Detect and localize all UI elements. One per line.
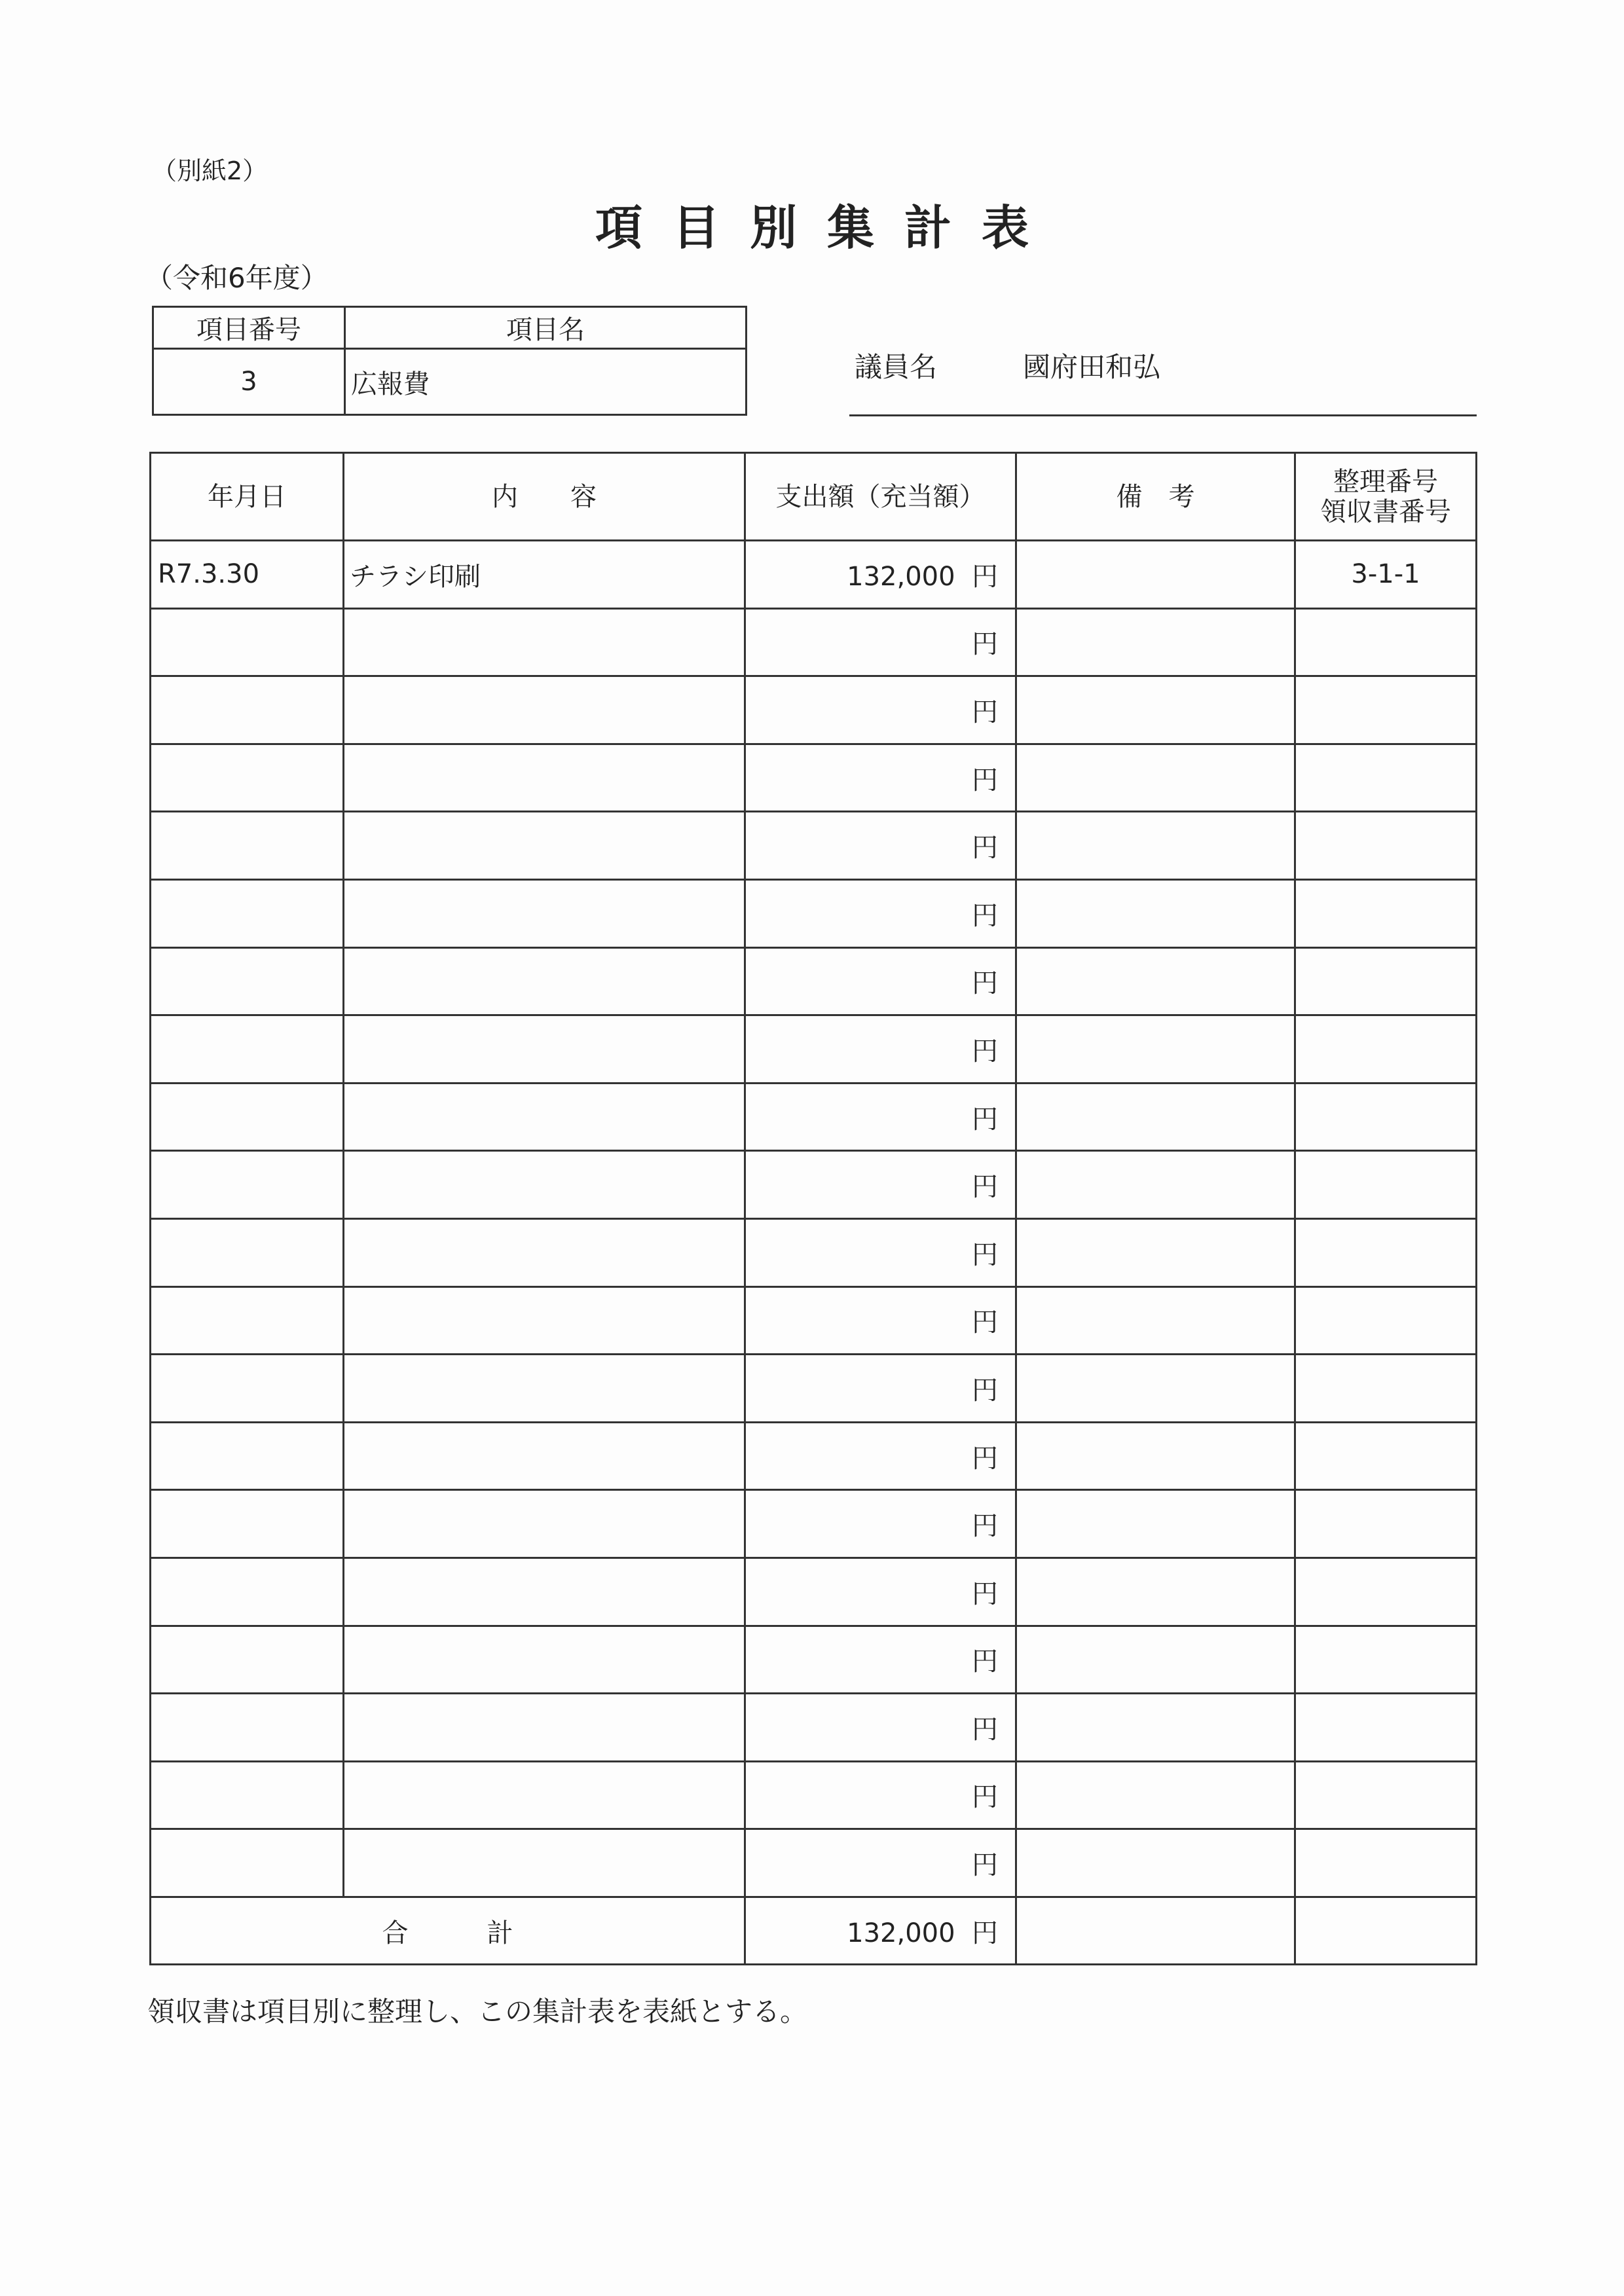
date-cell: R7.3.30 xyxy=(151,541,344,609)
currency-unit: 円 xyxy=(972,1850,998,1881)
amount-cell xyxy=(745,1694,1016,1762)
currency-unit: 円 xyxy=(972,1647,998,1677)
notes-cell xyxy=(1016,1694,1295,1762)
date-cell xyxy=(151,1218,344,1286)
notes-cell xyxy=(1016,1626,1295,1694)
total-notes-cell xyxy=(1016,1897,1295,1965)
content-cell: チラシ印刷 xyxy=(344,541,745,609)
date-cell xyxy=(151,1626,344,1694)
notes-cell xyxy=(1016,1286,1295,1355)
table-row xyxy=(151,1422,1477,1490)
amount-cell xyxy=(745,1355,1016,1423)
date-cell xyxy=(151,1286,344,1355)
amount-cell xyxy=(745,1218,1016,1286)
notes-cell xyxy=(1016,1083,1295,1151)
amount-cell xyxy=(745,1083,1016,1151)
total-amount-cell xyxy=(745,1897,1016,1965)
currency-unit: 円 xyxy=(972,1578,998,1609)
notes-cell xyxy=(1016,1761,1295,1829)
ref-cell xyxy=(1295,1083,1477,1151)
ref-cell xyxy=(1295,1218,1477,1286)
date-cell xyxy=(151,1694,344,1762)
ref-cell: 3-1-1 xyxy=(1295,541,1477,609)
amount-cell xyxy=(745,947,1016,1015)
notes-cell xyxy=(1016,947,1295,1015)
table-row xyxy=(151,1626,1477,1694)
date-cell xyxy=(151,1558,344,1626)
content-cell xyxy=(344,1626,745,1694)
amount-cell xyxy=(745,812,1016,880)
ref-cell xyxy=(1295,879,1477,947)
page-title: 項目別集計表 xyxy=(595,200,1059,255)
ref-cell xyxy=(1295,812,1477,880)
annex-label: （別紙2） xyxy=(152,156,268,185)
ref-cell xyxy=(1295,1829,1477,1897)
notes-cell xyxy=(1016,879,1295,947)
total-amount: 132,000 xyxy=(847,1918,955,1948)
amount-cell xyxy=(745,1286,1016,1355)
table-header-row xyxy=(151,453,1477,541)
item-name-header: 項目名 xyxy=(345,307,747,349)
currency-unit: 円 xyxy=(972,1782,998,1813)
currency-unit: 円 xyxy=(972,1443,998,1474)
notes-cell xyxy=(1016,608,1295,676)
date-cell xyxy=(151,947,344,1015)
amount-cell xyxy=(745,1761,1016,1829)
amount-cell xyxy=(745,676,1016,744)
content-cell xyxy=(344,676,745,744)
notes-cell xyxy=(1016,541,1295,609)
notes-cell xyxy=(1016,1151,1295,1219)
amount-cell xyxy=(745,879,1016,947)
ref-cell xyxy=(1295,947,1477,1015)
ref-cell xyxy=(1295,1355,1477,1423)
content-cell xyxy=(344,1558,745,1626)
item-value-row xyxy=(153,349,747,415)
currency-unit: 円 xyxy=(972,1375,998,1406)
currency-unit: 円 xyxy=(972,1307,998,1338)
content-cell xyxy=(344,1422,745,1490)
content-cell xyxy=(344,812,745,880)
currency-unit: 円 xyxy=(972,1918,998,1948)
table-row xyxy=(151,1083,1477,1151)
notes-cell xyxy=(1016,676,1295,744)
content-cell xyxy=(344,1490,745,1558)
ref-cell xyxy=(1295,744,1477,812)
notes-cell xyxy=(1016,1422,1295,1490)
table-row xyxy=(151,608,1477,676)
amount-cell xyxy=(745,1015,1016,1084)
table-row xyxy=(151,1286,1477,1355)
date-cell xyxy=(151,1355,344,1423)
ref-cell xyxy=(1295,1151,1477,1219)
ref-cell xyxy=(1295,1761,1477,1829)
ref-cell xyxy=(1295,608,1477,676)
notes-cell xyxy=(1016,1558,1295,1626)
ref-cell xyxy=(1295,1626,1477,1694)
amount-value: 132,000 xyxy=(847,561,955,592)
expense-table xyxy=(149,452,1477,1965)
date-cell xyxy=(151,879,344,947)
date-cell xyxy=(151,1761,344,1829)
currency-unit: 円 xyxy=(972,833,998,864)
amount-cell xyxy=(745,1626,1016,1694)
date-cell xyxy=(151,1422,344,1490)
content-cell xyxy=(344,1761,745,1829)
ref-cell xyxy=(1295,1286,1477,1355)
content-cell xyxy=(344,1083,745,1151)
content-cell xyxy=(344,947,745,1015)
currency-unit: 円 xyxy=(972,561,998,592)
ref-cell xyxy=(1295,1694,1477,1762)
currency-unit: 円 xyxy=(972,968,998,999)
ref-header-line1: 整理番号 xyxy=(1333,466,1438,497)
date-cell xyxy=(151,1151,344,1219)
fiscal-year: （令和6年度） xyxy=(145,262,328,294)
currency-unit: 円 xyxy=(972,629,998,660)
footer-note: 領収書は項目別に整理し、この集計表を表紙とする。 xyxy=(147,1995,808,2028)
notes-cell xyxy=(1016,1490,1295,1558)
table-row xyxy=(151,676,1477,744)
notes-cell xyxy=(1016,1829,1295,1897)
content-cell xyxy=(344,879,745,947)
table-row xyxy=(151,1151,1477,1219)
ref-cell xyxy=(1295,1558,1477,1626)
date-cell xyxy=(151,1490,344,1558)
notes-cell xyxy=(1016,812,1295,880)
content-cell xyxy=(344,1355,745,1423)
currency-unit: 円 xyxy=(972,765,998,795)
date-cell xyxy=(151,812,344,880)
member-label: 議員名 xyxy=(855,351,938,383)
amount-cell xyxy=(745,744,1016,812)
table-row xyxy=(151,1558,1477,1626)
table-row xyxy=(151,1355,1477,1423)
amount-cell xyxy=(745,1422,1016,1490)
content-cell xyxy=(344,1694,745,1762)
table-row xyxy=(151,1694,1477,1762)
table-row xyxy=(151,1761,1477,1829)
table-row xyxy=(151,541,1477,609)
table-row xyxy=(151,879,1477,947)
notes-header: 備 考 xyxy=(1016,453,1295,541)
table-row xyxy=(151,744,1477,812)
item-header-row xyxy=(153,307,747,349)
content-header: 内 容 xyxy=(344,453,745,541)
ref-cell xyxy=(1295,1422,1477,1490)
date-cell xyxy=(151,1083,344,1151)
notes-cell xyxy=(1016,1355,1295,1423)
content-cell xyxy=(344,744,745,812)
date-header: 年月日 xyxy=(151,453,344,541)
currency-unit: 円 xyxy=(972,1104,998,1135)
table-row xyxy=(151,1015,1477,1084)
table-row xyxy=(151,1490,1477,1558)
amount-header: 支出額（充当額） xyxy=(745,453,1016,541)
date-cell xyxy=(151,608,344,676)
amount-cell xyxy=(745,541,1016,609)
item-number-header: 項目番号 xyxy=(153,307,345,349)
item-name: 広報費 xyxy=(345,349,747,415)
content-cell xyxy=(344,1151,745,1219)
currency-unit: 円 xyxy=(972,1036,998,1066)
currency-unit: 円 xyxy=(972,1511,998,1542)
currency-unit: 円 xyxy=(972,900,998,931)
ref-cell xyxy=(1295,676,1477,744)
member-underline xyxy=(849,414,1477,416)
ref-cell xyxy=(1295,1490,1477,1558)
date-cell xyxy=(151,676,344,744)
content-cell xyxy=(344,1829,745,1897)
table-row xyxy=(151,1218,1477,1286)
notes-cell xyxy=(1016,1015,1295,1084)
currency-unit: 円 xyxy=(972,1714,998,1745)
ref-cell xyxy=(1295,1015,1477,1084)
amount-cell xyxy=(745,608,1016,676)
ref-header-line2: 領収書番号 xyxy=(1320,496,1451,527)
notes-cell xyxy=(1016,1218,1295,1286)
date-cell xyxy=(151,744,344,812)
currency-unit: 円 xyxy=(972,1239,998,1270)
amount-cell xyxy=(745,1829,1016,1897)
date-cell xyxy=(151,1829,344,1897)
notes-cell xyxy=(1016,744,1295,812)
item-info-table xyxy=(152,306,747,416)
date-cell xyxy=(151,1015,344,1084)
total-ref-cell xyxy=(1295,1897,1477,1965)
table-row xyxy=(151,812,1477,880)
amount-cell xyxy=(745,1151,1016,1219)
amount-cell xyxy=(745,1558,1016,1626)
table-row xyxy=(151,947,1477,1015)
content-cell xyxy=(344,1015,745,1084)
total-label: 合 計 xyxy=(151,1897,745,1965)
content-cell xyxy=(344,1286,745,1355)
ref-header xyxy=(1295,453,1477,541)
currency-unit: 円 xyxy=(972,1172,998,1203)
currency-unit: 円 xyxy=(972,697,998,727)
amount-cell xyxy=(745,1490,1016,1558)
content-cell xyxy=(344,608,745,676)
item-number: 3 xyxy=(153,349,345,415)
total-row xyxy=(151,1897,1477,1965)
member-name: 國府田和弘 xyxy=(1023,351,1161,383)
content-cell xyxy=(344,1218,745,1286)
table-row xyxy=(151,1829,1477,1897)
